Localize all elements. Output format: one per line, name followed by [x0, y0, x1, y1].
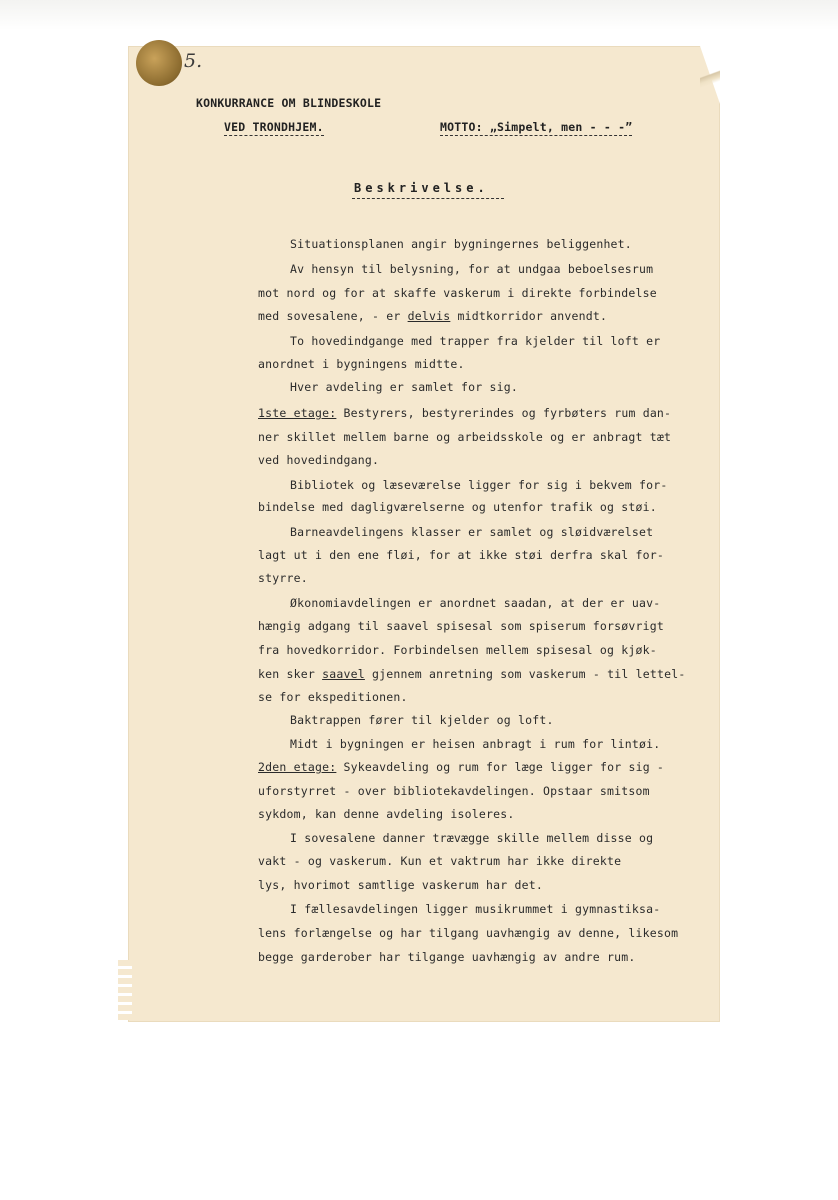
line-text: begge garderober har tilgange uavhængig av andre rum. [258, 950, 636, 964]
torn-edge [118, 960, 132, 1020]
text-line [290, 902, 660, 916]
text-line [258, 500, 657, 514]
text-line [258, 667, 685, 681]
line-text: Økonomiavdelingen er anordnet saadan, at der er uav- [290, 596, 661, 610]
line-text: styrre. [258, 571, 308, 585]
text-line [290, 737, 660, 751]
text-line [290, 380, 518, 394]
paper-clip-stamp [136, 40, 182, 86]
line-text: vakt - og vaskerum. Kun et vaktrum har ikke direkte [258, 854, 622, 868]
line-text: Av hensyn til belysning, for at undgaa beboelsesrum [290, 262, 654, 276]
line-text: To hovedindgange med trapper fra kjelder til loft er [290, 334, 661, 348]
line-text: gjennem anretning som vaskerum - til lettel- [364, 667, 686, 681]
text-line [258, 807, 514, 821]
underlined-text: 2den etage: [258, 760, 337, 774]
text-line [258, 571, 308, 585]
line-text: mot nord og for at skaffe vaskerum i direkte forbindelse [258, 286, 657, 300]
line-text: se for ekspeditionen. [258, 690, 408, 704]
line-text: ken sker [258, 667, 323, 681]
text-line [258, 406, 671, 420]
line-text: I sovesalene danner trævægge skille mellem disse og [290, 831, 654, 845]
line-text: Baktrappen fører til kjelder og loft. [290, 713, 554, 727]
line-text: Bestyrers, bestyrerindes og fyrbøters rum dan- [336, 406, 672, 420]
line-text: midtkorridor anvendt. [450, 309, 608, 323]
text-line [258, 690, 408, 704]
line-text: Midt i bygningen er heisen anbragt i rum for lintøi. [290, 737, 661, 751]
line-text: hængig adgang til saavel spisesal som spiserum forsøvrigt [258, 619, 665, 633]
text-line [258, 878, 543, 892]
line-text: med sovesalene, - er [258, 309, 408, 323]
header-line-2: VED TRONDHJEM. [224, 120, 324, 134]
line-text: fra hovedkorridor. Forbindelsen mellem spisesal og kjøk- [258, 643, 657, 657]
line-text: Sykeavdeling og rum for læge ligger for sig - [336, 760, 665, 774]
line-text: Bibliotek og læseværelse ligger for sig i bekvem for- [290, 478, 668, 492]
motto: MOTTO: „Simpelt, men - - -” [440, 120, 633, 134]
title-underline [352, 198, 504, 199]
document-title: Beskrivelse. [354, 181, 489, 195]
fold-shadow [700, 46, 720, 104]
line-text: ner skillet mellem barne og arbeidsskole og er anbragt tæt [258, 430, 672, 444]
text-line [290, 237, 632, 251]
text-line [290, 478, 668, 492]
line-text: lens forlængelse og har tilgang uavhængig av denne, likesom [258, 926, 679, 940]
line-text: uforstyrret - over bibliotekavdelingen. Opstaar smitsom [258, 784, 650, 798]
page-number: 5. [184, 50, 203, 72]
text-line [258, 784, 650, 798]
line-text: lagt ut i den ene fløi, for at ikke støi derfra skal for- [258, 548, 665, 562]
text-line [290, 262, 653, 276]
line-text: anordnet i bygningens midtte. [258, 357, 465, 371]
underlined-text: saavel [322, 667, 365, 681]
text-line [258, 950, 636, 964]
text-line [290, 525, 653, 539]
text-line [258, 453, 379, 467]
text-line [258, 309, 607, 323]
text-line [290, 713, 554, 727]
text-line [258, 548, 664, 562]
text-line [258, 643, 657, 657]
text-line [290, 831, 653, 845]
line-text: I fællesavdelingen ligger musikrummet i gymnastiksa- [290, 902, 661, 916]
header-line-1: KONKURRANCE OM BLINDESKOLE [196, 96, 382, 110]
line-text: lys, hvorimot samtlige vaskerum har det. [258, 878, 543, 892]
text-line [290, 596, 660, 610]
line-text: Situationsplanen angir bygningernes beliggenhet. [290, 237, 632, 251]
line-text: Hver avdeling er samlet for sig. [290, 380, 518, 394]
text-line [258, 854, 621, 868]
text-line [290, 334, 660, 348]
text-line [258, 357, 465, 371]
text-line [258, 760, 664, 774]
line-text: bindelse med dagligværelserne og utenfor trafik og støi. [258, 500, 657, 514]
scan-background [0, 0, 838, 30]
line-text: sykdom, kan denne avdeling isoleres. [258, 807, 515, 821]
text-line [258, 926, 678, 940]
text-line [258, 430, 671, 444]
text-line [258, 286, 657, 300]
underlined-text: delvis [407, 309, 451, 323]
line-text: Barneavdelingens klasser er samlet og sløidværelset [290, 525, 654, 539]
line-text: ved hovedindgang. [258, 453, 380, 467]
text-line [258, 619, 664, 633]
underlined-text: 1ste etage: [258, 406, 337, 420]
